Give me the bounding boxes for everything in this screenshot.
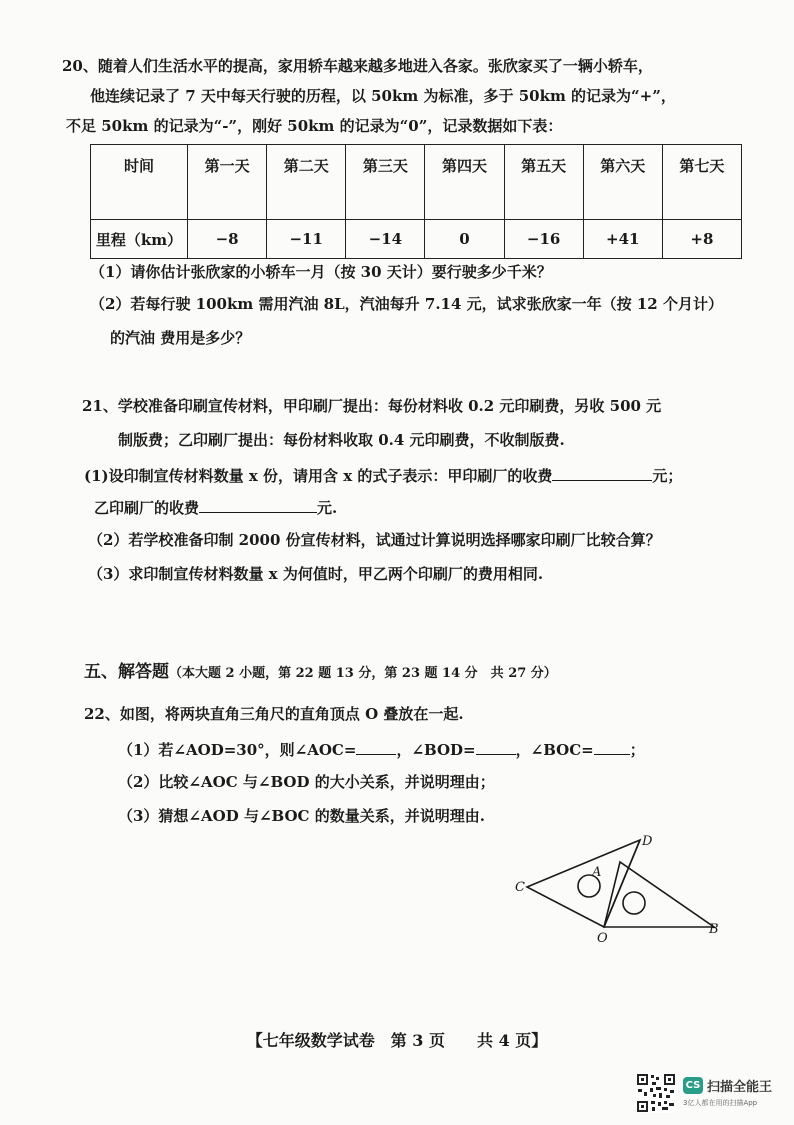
answer-blank[interactable] — [476, 738, 516, 755]
scanner-tagline: 3亿人都在用的扫描App — [683, 1099, 758, 1107]
mileage-table — [90, 144, 742, 259]
table-cell: −14 — [346, 220, 425, 259]
table-header-cell: 时间 — [91, 145, 188, 220]
q20-line2: 他连续记录了 7 天中每天行驶的历程，以 50km 为标准，多于 50km 的记录为“+”， — [90, 87, 676, 105]
q22-sub1-text: ； — [629, 741, 645, 759]
q22-sub1 — [118, 738, 645, 760]
table-header-cell: 第三天 — [346, 145, 425, 220]
table-row-label: 里程（km） — [91, 220, 188, 259]
ruler-hole — [623, 892, 645, 914]
table-header-cell: 第四天 — [425, 145, 504, 220]
table-cell: −16 — [504, 220, 583, 259]
label-c: C — [515, 880, 525, 895]
scanner-app-name: 扫描全能王 — [707, 1080, 773, 1095]
q20-line1: 20、随着人们生活水平的提高，家用轿车越来越多地进入各家。张欣家买了一辆小轿车， — [62, 57, 653, 75]
label-o: O — [597, 931, 608, 946]
q22-sub1-text: ，∠BOD= — [396, 741, 476, 759]
answer-blank[interactable] — [356, 738, 396, 755]
section5-header — [84, 662, 557, 684]
answer-blank[interactable] — [199, 496, 317, 513]
triangle-obd — [604, 862, 714, 927]
q22-line1: 22、如图，将两块直角三角尺的直角顶点 O 叠放在一起. — [84, 705, 464, 723]
q20-sub2-line2: 的汽油 费用是多少？ — [110, 329, 251, 347]
section5-note: （本大题 2 小题，第 22 题 13 分，第 23 题 14 分 共 27 分） — [169, 666, 557, 681]
q21-sub2: （2）若学校准备印制 2000 份宣传材料，试通过计算说明选择哪家印刷厂比较合算？ — [88, 531, 661, 549]
table-header-row — [91, 145, 742, 220]
camscanner-logo-icon: CS — [683, 1077, 703, 1094]
q21-sub1 — [84, 464, 682, 486]
q22-sub3: （3）猜想∠AOD 与∠BOC 的数量关系，并说明理由. — [118, 807, 485, 825]
label-d: D — [642, 834, 653, 849]
q21-sub3: （3）求印制宣传材料数量 x 为何值时，甲乙两个印刷厂的费用相同. — [88, 565, 544, 583]
table-header-cell: 第七天 — [662, 145, 741, 220]
table-cell: +41 — [583, 220, 662, 259]
q21-line2: 制版费；乙印刷厂提出：每份材料收取 0.4 元印刷费，不收制版费. — [118, 431, 565, 449]
table-cell: −11 — [267, 220, 346, 259]
table-header-cell: 第一天 — [188, 145, 267, 220]
answer-blank[interactable] — [594, 738, 630, 755]
q20-line3: 不足 50km 的记录为“-”，刚好 50km 的记录为“0”，记录数据如下表： — [66, 117, 563, 135]
q20-sub1: （1）请你估计张欣家的小轿车一月（按 30 天计）要行驶多少千米？ — [90, 263, 552, 281]
q21-sub1-unit2: 元. — [317, 499, 338, 517]
table-cell: −8 — [188, 220, 267, 259]
q21-sub1-text2: 乙印刷厂的收费 — [94, 499, 200, 517]
table-header-cell: 第二天 — [267, 145, 346, 220]
triangle-rulers-figure — [510, 830, 730, 950]
q22-sub2: （2）比较∠AOC 与∠BOD 的大小关系，并说明理由； — [118, 773, 495, 791]
q22-sub1-text: （1）若∠AOD=30°，则∠AOC= — [118, 741, 357, 759]
triangle-aoc — [527, 840, 640, 927]
q22-sub1-text: ，∠BOC= — [515, 741, 594, 759]
table-header-cell: 第五天 — [504, 145, 583, 220]
table-cell: +8 — [662, 220, 741, 259]
page-footer: 【七年级数学试卷 第 3 页 共 4 页】 — [246, 1031, 548, 1050]
qr-code-icon — [636, 1073, 676, 1113]
label-a: A — [592, 865, 602, 880]
q21-sub1-text: (1)设印制宣传材料数量 x 份，请用含 x 的式子表示：甲印刷厂的收费 — [84, 467, 553, 485]
table-row — [91, 220, 742, 259]
table-header-cell: 第六天 — [583, 145, 662, 220]
q21-sub1-unit: 元； — [652, 467, 683, 485]
label-b: B — [709, 922, 719, 937]
answer-blank[interactable] — [552, 464, 652, 481]
section5-title: 五、解答题 — [84, 662, 169, 682]
q21-line1: 21、学校准备印刷宣传材料，甲印刷厂提出：每份材料收 0.2 元印刷费，另收 500 元 — [82, 397, 662, 415]
q20-sub2-line1: （2）若每行驶 100km 需用汽油 8L，汽油每升 7.14 元，试求张欣家一年（按 12 个月计） — [90, 295, 723, 313]
table-cell: 0 — [425, 220, 504, 259]
q21-sub1-cont — [94, 496, 337, 518]
